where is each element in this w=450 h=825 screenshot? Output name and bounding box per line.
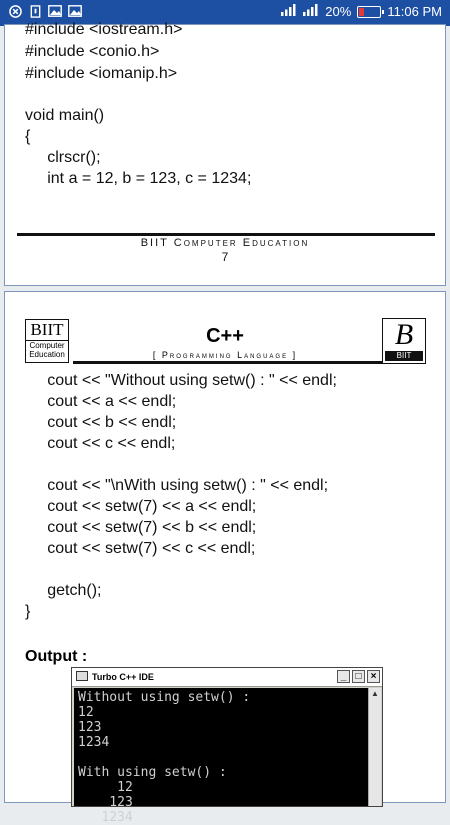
page-footer: BIIT Computer Education [140,237,310,249]
maximize-button: □ [352,670,365,683]
terminal-window [71,667,383,825]
battery-icon [357,6,381,18]
page-title: C++ [206,325,244,347]
footer-rule [17,233,435,236]
code-block [25,21,252,205]
battery-percent: 20% [325,4,352,19]
terminal-output: Without using setw() : 12 123 1234 With using setw() : 12 123 1234 [74,688,368,806]
code-line: #include <iostream.h> [25,21,183,38]
terminal-title: Turbo C++ IDE [92,672,154,682]
biit-logo [25,319,69,363]
header-rule [73,361,383,364]
minimize-button: _ [337,670,350,683]
code-line: } [25,603,31,620]
code-line: int a = 12, b = 123, c = 1234; [25,170,252,187]
logo-tag: BIIT [385,351,423,361]
status-right [281,4,442,19]
code-line: cout << setw(7) << a << endl; [25,498,257,515]
code-line: cout << c << endl; [25,435,176,452]
b-logo [382,318,426,364]
code-line: { [25,128,31,145]
code-line: cout << setw(7) << b << endl; [25,519,257,536]
code-line: cout << setw(7) << c << endl; [25,540,256,557]
code-line: cout << b << endl; [25,414,177,431]
page-number: 7 [221,250,229,264]
code-line: void main() [25,107,105,124]
close-button: × [367,670,380,683]
code-line: getch(); [25,582,102,599]
output-label: Output : [25,648,88,665]
signal-icon [303,4,319,19]
scroll-up-icon: ▲ [371,689,379,698]
logo-subtext: Education [29,350,65,359]
code-block [25,372,337,624]
code-line: cout << "\nWith using setw() : " << endl; [25,477,329,494]
code-line: clrscr(); [25,149,101,166]
battery-level [359,8,363,16]
notification-icon [8,4,22,18]
document-page [4,291,446,825]
logo-text: BIIT [30,320,64,339]
code-line: #include <conio.h> [25,43,160,60]
sim-icon [28,4,42,18]
terminal-scrollbar [368,688,381,806]
code-line: cout << "Without using setw() : " << endl; [25,372,337,389]
page-subtitle: [ Programming Language ] [152,350,298,360]
signal-icon [281,4,297,19]
logo-subtext: Computer [26,340,68,350]
document-page [4,21,446,286]
code-line: #include <iomanip.h> [25,65,178,82]
code-line: cout << a << endl; [25,393,177,410]
console-icon [76,671,88,681]
status-left-icons [8,4,82,18]
terminal-titlebar [72,668,382,687]
clock: 11:06 PM [387,4,442,19]
logo-letter: B [394,318,414,351]
image-icon [68,4,82,18]
image-icon [48,4,62,18]
